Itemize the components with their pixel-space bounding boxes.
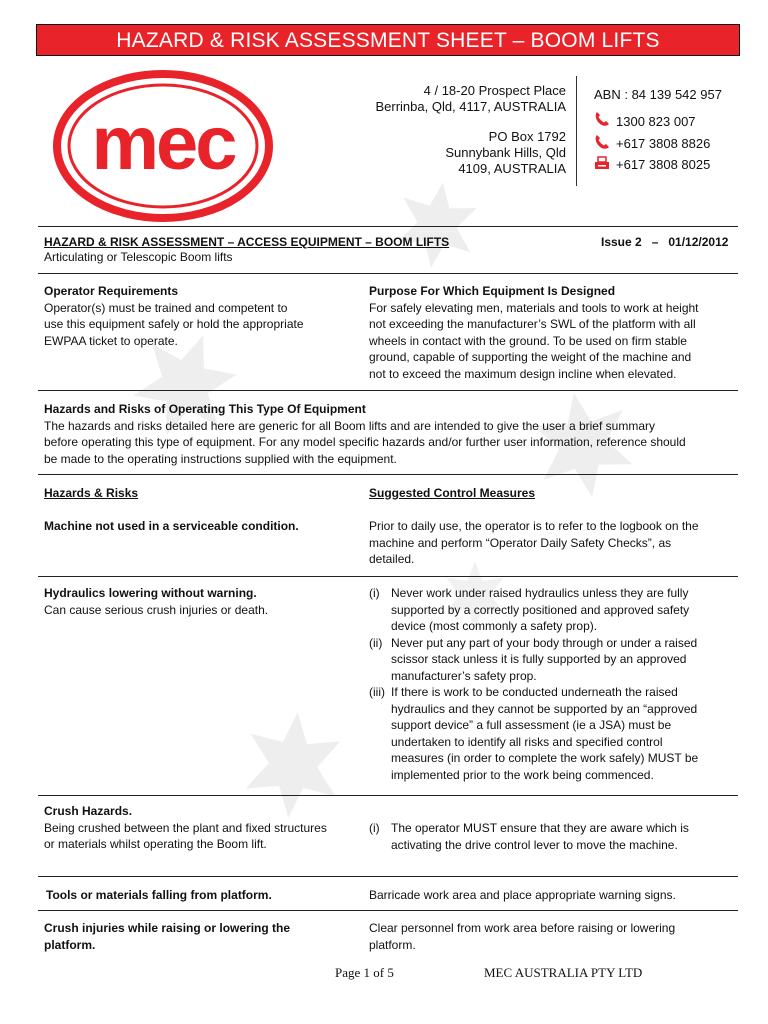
text-line: activating the drive control lever to move the machine. (391, 837, 678, 852)
divider (38, 876, 738, 877)
list-item (369, 684, 719, 783)
text-line: The operator MUST ensure that they are aware which is (391, 821, 689, 835)
phone-number: 1300 823 007 (616, 114, 696, 129)
hazards-column-header: Hazards & Risks (44, 486, 139, 500)
text-line: Crush injuries while raising or lowering the (44, 921, 291, 935)
text-line: EWPAA ticket to operate. (44, 333, 178, 348)
text-line: use this equipment safely or hold the appropriate (44, 317, 304, 331)
address-line: Sunnybank Hills, Qld (445, 145, 566, 160)
control-list (369, 820, 719, 853)
list-item (369, 820, 719, 853)
text-line: manufacturer’s safety prop. (391, 668, 537, 683)
mec-logo (52, 68, 274, 224)
divider (38, 474, 738, 475)
hazard-title: Hydraulics lowering without warning. (44, 586, 257, 600)
text-line: device (most commonly a safety prop). (391, 619, 598, 633)
company-address (340, 83, 566, 177)
text-line: or materials whilst operating the Boom lift. (44, 837, 267, 851)
list-item (369, 585, 719, 635)
control-measure (369, 518, 719, 568)
document-title-banner: HAZARD & RISK ASSESSMENT SHEET – BOOM LIFTS (36, 24, 740, 56)
contact-block (594, 84, 744, 184)
phone-icon (594, 111, 610, 127)
hazard-title: Tools or materials falling from platform. (46, 888, 272, 902)
divider (38, 273, 738, 274)
list-number: (i) (369, 586, 380, 600)
list-item (369, 635, 719, 685)
hazard-entry (44, 585, 354, 618)
text-line: Clear personnel from work area before raising or lowering (369, 921, 676, 935)
text-line: ground, capable of supporting the weight of the machine and (369, 350, 692, 364)
fax-icon (594, 156, 610, 172)
section-heading: Purpose For Which Equipment Is Designed (369, 284, 616, 298)
text-line: platform. (44, 937, 96, 952)
text-line: support device” a full assessment (ie a JSA) must be (391, 718, 672, 732)
section-heading: Operator Requirements (44, 284, 179, 298)
assessment-subtitle: Articulating or Telescopic Boom lifts (44, 250, 233, 264)
divider (38, 226, 738, 227)
controls-column-header: Suggested Control Measures (369, 486, 536, 500)
divider (38, 910, 738, 911)
text-line: The hazards and risks detailed here are generic for all Boom lifts and are intended to give the user a brief summary (44, 418, 655, 433)
text-line: Never put any part of your body through or under a raised (391, 635, 698, 650)
address-line: Berrinba, Qld, 4117, AUSTRALIA (375, 99, 566, 114)
watermark-star-icon (392, 180, 482, 270)
logo-text: mec (91, 101, 235, 186)
page-number: Page 1 of 5 (335, 965, 394, 980)
text-line: detailed. (369, 552, 415, 566)
divider (38, 576, 738, 577)
text-line: not to exceed the maximum design incline when elevated. (369, 366, 677, 381)
issue-date: Issue 2 – 01/12/2012 (601, 235, 729, 249)
control-measure (369, 920, 719, 953)
operator-requirements (44, 283, 354, 349)
text-line: platform. (369, 937, 416, 952)
hazards-intro (44, 401, 734, 467)
text-line: If there is work to be conducted underneath the raised (391, 685, 678, 699)
section-heading: Hazards and Risks of Operating This Type Of Equipment (44, 402, 366, 416)
text-line: scissor stack unless it is fully supported by an approved (391, 652, 687, 666)
list-number: (i) (369, 821, 380, 835)
header-divider (576, 76, 577, 186)
text-line: not exceeding the manufacturer’s SWL of the platform with all (369, 317, 696, 331)
purpose-section (369, 283, 719, 382)
hazard-title (44, 920, 354, 953)
text-line: undertaken to identify all risks and specified control (391, 734, 663, 749)
text-line: Operator(s) must be trained and competent to (44, 300, 288, 315)
address-line: 4 / 18-20 Prospect Place (423, 83, 566, 98)
address-line: 4109, AUSTRALIA (458, 161, 566, 176)
text-line: hydraulics and they cannot be supported by an “approved (391, 701, 698, 716)
hazard-detail: Can cause serious crush injuries or death. (44, 602, 269, 617)
phone-number: +617 3808 8826 (616, 136, 711, 151)
hazard-title: Machine not used in a serviceable condition. (44, 519, 299, 533)
control-list (369, 585, 719, 783)
text-line: be made to the operating instructions supplied with the equipment. (44, 451, 397, 466)
address-line: PO Box 1792 (488, 129, 566, 144)
text-line: Never work under raised hydraulics unless they are fully (391, 586, 689, 600)
hazard-title: Crush Hazards. (44, 804, 133, 818)
text-line: measures (in order to complete the work safely) MUST be (391, 751, 699, 765)
text-line: implemented prior to the work being commenced. (391, 767, 654, 782)
fax-number: +617 3808 8025 (616, 157, 711, 172)
divider (38, 390, 738, 391)
list-number: (ii) (369, 635, 383, 650)
hazard-entry (44, 803, 354, 853)
text-line: wheels in contact with the ground. To be used on firm stable (369, 333, 687, 348)
divider (38, 795, 738, 796)
text-line: supported by a correctly positioned and approved safety (391, 602, 690, 617)
text-line: For safely elevating men, materials and tools to work at height (369, 300, 699, 315)
control-measure: Barricade work area and place appropriate warning signs. (369, 888, 676, 902)
text-line: Prior to daily use, the operator is to refer to the logbook on the (369, 519, 699, 533)
text-line: before operating this type of equipment. For any model specific hazards and/or further user information, reference should (44, 435, 686, 449)
phone-icon (594, 134, 610, 150)
text-line: machine and perform “Operator Daily Safety Checks”, as (369, 535, 672, 550)
abn-text: ABN : 84 139 542 957 (594, 87, 722, 102)
text-line: Being crushed between the plant and fixed structures (44, 820, 327, 835)
footer-company: MEC AUSTRALIA PTY LTD (484, 965, 643, 980)
list-number: (iii) (369, 685, 385, 699)
assessment-title: HAZARD & RISK ASSESSMENT – ACCESS EQUIPMENT – BOOM LIFTS (44, 235, 450, 249)
